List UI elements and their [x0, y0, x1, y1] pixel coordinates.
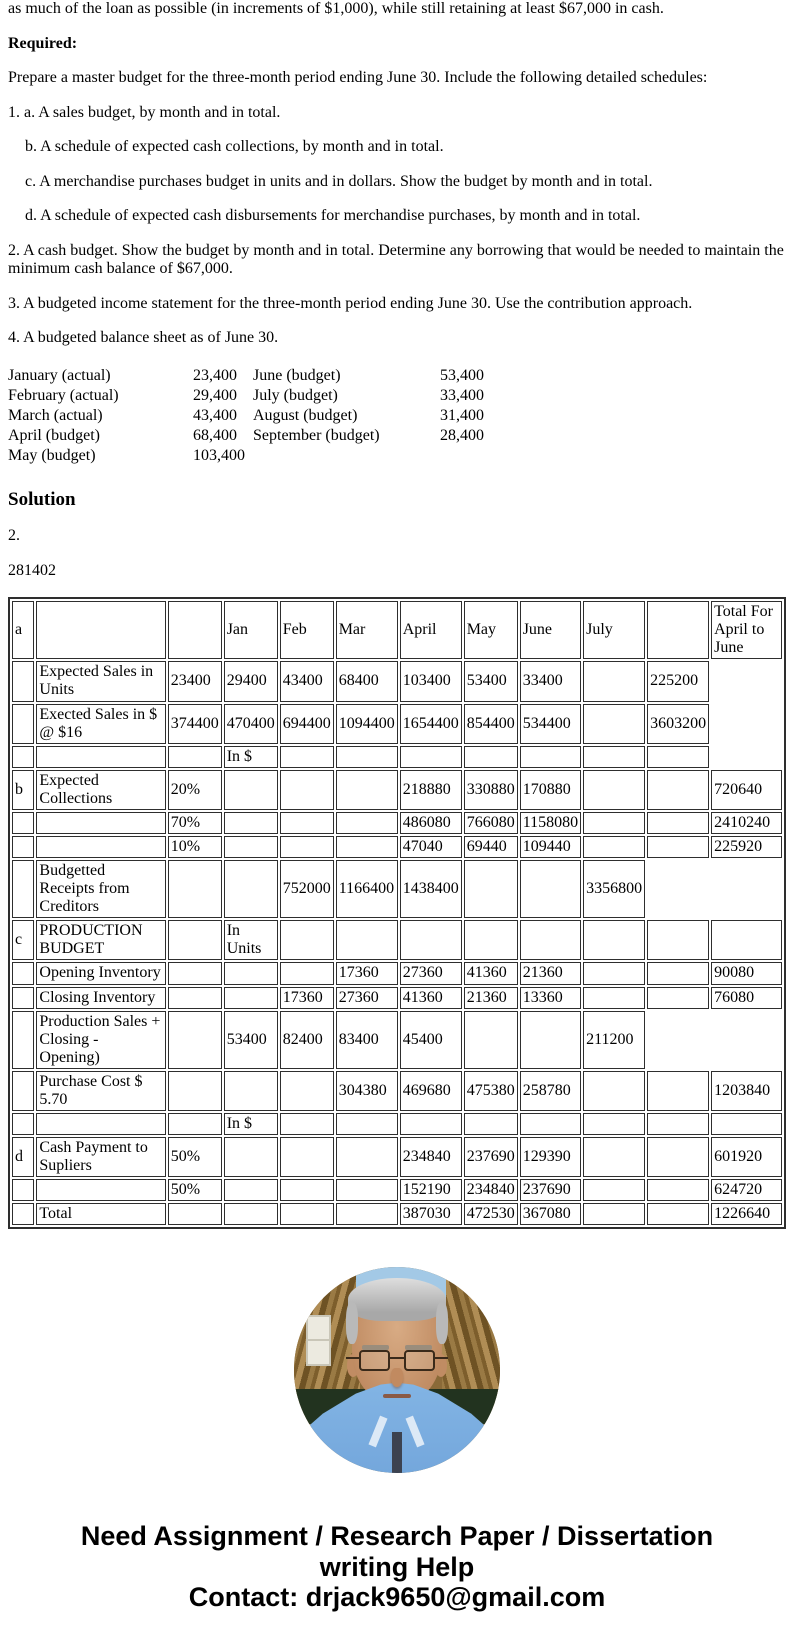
table-cell — [464, 1113, 518, 1135]
table-cell — [224, 962, 278, 984]
table-cell — [647, 601, 709, 659]
table-cell — [647, 920, 709, 960]
table-cell: 237690 — [464, 1137, 518, 1177]
table-cell — [280, 1203, 334, 1225]
table-cell: May — [464, 601, 518, 659]
table-cell: 103,400 — [193, 447, 245, 465]
table-cell — [336, 770, 398, 810]
prepare-paragraph: Prepare a master budget for the three-month period ending June 30. Include the following detailed schedules: — [8, 69, 708, 87]
table-row — [12, 860, 782, 918]
table-cell — [168, 1011, 222, 1069]
table-cell — [36, 601, 165, 659]
photo-glasses-bridge — [389, 1357, 405, 1359]
table-cell — [36, 746, 165, 768]
table-cell — [168, 962, 222, 984]
table-cell: 29,400 — [193, 387, 237, 405]
table-cell — [336, 836, 398, 858]
table-cell — [12, 746, 34, 768]
table-cell: February (actual) — [8, 387, 119, 405]
table-cell — [36, 836, 165, 858]
table-cell — [253, 446, 440, 466]
table-cell: Cash Payment to Supliers — [36, 1137, 165, 1177]
table-cell — [224, 860, 278, 918]
photo-eyebrow-right — [405, 1345, 432, 1350]
table-cell — [647, 1203, 709, 1225]
table-cell — [583, 1179, 645, 1201]
table-row — [12, 987, 782, 1009]
table-cell — [36, 1113, 165, 1135]
table-cell — [280, 1113, 334, 1135]
table-cell: 47040 — [400, 836, 462, 858]
table-cell: 367080 — [520, 1203, 581, 1225]
table-cell — [647, 987, 709, 1009]
table-cell: September (budget) — [253, 427, 380, 445]
table-cell: 82400 — [280, 1011, 334, 1069]
requirement-item-3: 3. A budgeted income statement for the three-month period ending June 30. Use the contribution approach. — [8, 294, 693, 312]
table-cell — [464, 1011, 518, 1069]
table-cell: 20% — [168, 770, 222, 810]
table-cell — [711, 920, 782, 960]
required-heading: Required: — [8, 34, 78, 52]
table-cell: 234840 — [464, 1179, 518, 1201]
table-cell: 70% — [168, 812, 222, 834]
table-cell: 10% — [168, 836, 222, 858]
table-cell: January (actual) — [8, 367, 111, 385]
table-cell — [168, 1203, 222, 1225]
table-cell: Expected Collections — [36, 770, 165, 810]
table-cell: 387030 — [400, 1203, 462, 1225]
table-row — [12, 601, 782, 659]
table-cell: 218880 — [400, 770, 462, 810]
table-cell: 1226640 — [711, 1203, 782, 1225]
table-cell — [12, 860, 34, 918]
sales-history-table — [8, 366, 502, 466]
table-cell — [464, 860, 518, 918]
table-cell — [12, 987, 34, 1009]
table-cell — [280, 920, 334, 960]
requirement-item-1a: 1. a. A sales budget, by month and in total. — [8, 103, 281, 121]
table-cell: 23400 — [168, 661, 222, 701]
table-cell: 45400 — [400, 1011, 462, 1069]
table-cell — [711, 1113, 782, 1135]
table-cell — [583, 770, 645, 810]
table-cell — [36, 812, 165, 834]
photo-glasses-lens-right — [404, 1350, 435, 1372]
budget-table — [8, 597, 786, 1229]
table-cell — [280, 1071, 334, 1111]
table-cell — [12, 704, 34, 744]
photo-tie — [392, 1432, 402, 1473]
table-cell: 330880 — [464, 770, 518, 810]
solution-part-number: 2. — [8, 527, 20, 545]
table-row — [8, 386, 502, 406]
table-cell: 3356800 — [583, 860, 645, 918]
table-cell: 472530 — [464, 1203, 518, 1225]
table-cell: 31,400 — [440, 407, 484, 425]
table-cell: 469680 — [400, 1071, 462, 1111]
table-cell: 2410240 — [711, 812, 782, 834]
table-row — [12, 1179, 782, 1201]
photo-glasses-lens-left — [359, 1350, 390, 1372]
table-cell — [12, 836, 34, 858]
table-row — [12, 836, 782, 858]
table-cell — [464, 920, 518, 960]
table-cell: 1166400 — [336, 860, 398, 918]
table-cell: 33,400 — [440, 387, 484, 405]
table-cell — [36, 1179, 165, 1201]
table-cell: 720640 — [711, 770, 782, 810]
table-cell — [583, 812, 645, 834]
table-cell: 17360 — [280, 987, 334, 1009]
table-cell: 374400 — [168, 704, 222, 744]
table-cell — [12, 1203, 34, 1225]
table-cell — [280, 770, 334, 810]
table-row — [8, 366, 502, 386]
table-cell — [583, 1203, 645, 1225]
table-cell: 211200 — [583, 1011, 645, 1069]
table-cell: June — [520, 601, 581, 659]
table-cell — [224, 1203, 278, 1225]
footer-contact-block — [35, 1521, 759, 1612]
table-cell: 1438400 — [400, 860, 462, 918]
photo-eyebrow-left — [362, 1345, 389, 1350]
table-cell: 475380 — [464, 1071, 518, 1111]
table-cell — [583, 704, 645, 744]
table-cell: c — [12, 920, 34, 960]
table-cell: 50% — [168, 1179, 222, 1201]
table-cell — [224, 1071, 278, 1111]
photo-glasses-temple-right — [434, 1357, 448, 1359]
table-cell: 43400 — [280, 661, 334, 701]
table-cell: 766080 — [464, 812, 518, 834]
photo-hair-side-right — [436, 1302, 448, 1343]
table-cell: 17360 — [336, 962, 398, 984]
table-cell: 109440 — [520, 836, 581, 858]
table-row — [8, 446, 502, 466]
table-cell: Production Sales + Closing - Opening) — [36, 1011, 165, 1069]
table-cell: 1654400 — [400, 704, 462, 744]
table-cell: Purchase Cost $ 5.70 — [36, 1071, 165, 1111]
table-cell: 50% — [168, 1137, 222, 1177]
table-cell — [583, 962, 645, 984]
table-cell — [280, 746, 334, 768]
table-cell — [168, 746, 222, 768]
table-cell — [336, 1203, 398, 1225]
table-cell: 225200 — [647, 661, 709, 701]
table-cell — [168, 920, 222, 960]
table-cell: 1094400 — [336, 704, 398, 744]
table-cell: 129390 — [520, 1137, 581, 1177]
table-cell — [400, 920, 462, 960]
table-row — [8, 426, 502, 446]
table-cell — [647, 1113, 709, 1135]
table-cell — [12, 1179, 34, 1201]
table-cell — [336, 1113, 398, 1135]
solution-code: 281402 — [8, 561, 56, 579]
table-row — [12, 704, 782, 744]
table-cell — [520, 746, 581, 768]
table-cell: 53400 — [464, 661, 518, 701]
table-cell: 13360 — [520, 987, 581, 1009]
table-cell: Opening Inventory — [36, 962, 165, 984]
table-cell — [520, 1113, 581, 1135]
table-cell: 43,400 — [193, 407, 237, 425]
table-cell: In $ — [224, 1113, 278, 1135]
table-cell — [647, 770, 709, 810]
table-cell — [336, 1137, 398, 1177]
requirement-item-1c: c. A merchandise purchases budget in units and in dollars. Show the budget by month and in total. — [25, 172, 653, 190]
table-cell: 53,400 — [440, 367, 484, 385]
table-cell — [224, 987, 278, 1009]
table-row — [12, 770, 782, 810]
table-cell: a — [12, 601, 34, 659]
table-cell — [336, 920, 398, 960]
table-cell — [168, 1071, 222, 1111]
table-cell: 601920 — [711, 1137, 782, 1177]
table-cell — [12, 661, 34, 701]
table-cell — [647, 1137, 709, 1177]
table-cell: 27360 — [336, 987, 398, 1009]
table-cell: 624720 — [711, 1179, 782, 1201]
table-row — [12, 812, 782, 834]
requirement-item-2: 2. A cash budget. Show the budget by month and in total. Determine any borrowing that would be needed to maintain the minimum cash balance of $67,000. — [8, 241, 784, 278]
intro-continuation-paragraph: as much of the loan as possible (in increments of $1,000), while still retaining at least $67,000 in cash. — [8, 0, 664, 17]
table-cell — [520, 1011, 581, 1069]
table-cell: 225920 — [711, 836, 782, 858]
table-cell: Closing Inventory — [36, 987, 165, 1009]
table-cell — [12, 962, 34, 984]
table-cell — [280, 1179, 334, 1201]
table-cell — [12, 1071, 34, 1111]
table-row — [12, 962, 782, 984]
table-cell: b — [12, 770, 34, 810]
table-cell: 234840 — [400, 1137, 462, 1177]
table-cell: 237690 — [520, 1179, 581, 1201]
table-cell — [224, 1137, 278, 1177]
table-cell — [280, 812, 334, 834]
photo-mouth — [383, 1394, 412, 1398]
table-cell: Exected Sales in $ @ $16 — [36, 704, 165, 744]
table-cell: 21360 — [520, 962, 581, 984]
table-cell: 1158080 — [520, 812, 581, 834]
table-cell: 53400 — [224, 1011, 278, 1069]
table-cell: Total For April to June — [711, 601, 782, 659]
table-cell: July — [583, 601, 645, 659]
table-cell: PRODUCTION BUDGET — [36, 920, 165, 960]
table-cell: Expected Sales in Units — [36, 661, 165, 701]
table-cell: 68,400 — [193, 427, 237, 445]
table-cell: 486080 — [400, 812, 462, 834]
table-cell: 152190 — [400, 1179, 462, 1201]
table-cell — [168, 601, 222, 659]
table-row — [12, 1203, 782, 1225]
table-cell — [647, 836, 709, 858]
table-cell: 33400 — [520, 661, 581, 701]
table-cell — [400, 746, 462, 768]
table-cell — [583, 661, 645, 701]
table-cell — [336, 812, 398, 834]
photo-nose — [391, 1368, 403, 1387]
table-cell — [336, 746, 398, 768]
table-cell — [12, 812, 34, 834]
table-cell: 694400 — [280, 704, 334, 744]
table-cell: March (actual) — [8, 407, 103, 425]
table-row — [12, 661, 782, 701]
table-cell: Jan — [224, 601, 278, 659]
table-cell — [647, 812, 709, 834]
table-cell: 170880 — [520, 770, 581, 810]
table-row — [12, 1071, 782, 1111]
table-cell: 68400 — [336, 661, 398, 701]
table-cell: 76080 — [711, 987, 782, 1009]
table-cell: In Units — [224, 920, 278, 960]
table-cell: 854400 — [464, 704, 518, 744]
table-row — [12, 746, 782, 768]
table-cell — [647, 1071, 709, 1111]
table-cell: Budgetted Receipts from Creditors — [36, 860, 165, 918]
table-row — [12, 1137, 782, 1177]
table-cell — [280, 1137, 334, 1177]
table-cell — [583, 987, 645, 1009]
table-cell — [583, 1113, 645, 1135]
table-cell: 1203840 — [711, 1071, 782, 1111]
table-cell: 83400 — [336, 1011, 398, 1069]
table-row — [12, 920, 782, 960]
table-cell — [520, 860, 581, 918]
table-cell: 534400 — [520, 704, 581, 744]
table-cell — [464, 746, 518, 768]
table-cell — [224, 770, 278, 810]
table-cell: 41360 — [400, 987, 462, 1009]
table-cell — [224, 1179, 278, 1201]
table-cell — [280, 836, 334, 858]
table-cell — [583, 1071, 645, 1111]
table-cell: 29400 — [224, 661, 278, 701]
table-cell — [583, 1137, 645, 1177]
table-row — [12, 1113, 782, 1135]
table-cell: 69440 — [464, 836, 518, 858]
photo-glasses-temple-left — [346, 1357, 360, 1359]
table-cell: 90080 — [711, 962, 782, 984]
table-cell — [168, 860, 222, 918]
table-cell: May (budget) — [8, 447, 96, 465]
table-cell: 41360 — [464, 962, 518, 984]
table-cell — [520, 920, 581, 960]
table-cell — [12, 1011, 34, 1069]
requirement-item-4: 4. A budgeted balance sheet as of June 30. — [8, 329, 279, 347]
table-cell — [280, 962, 334, 984]
table-cell: 28,400 — [440, 427, 484, 445]
table-cell: July (budget) — [253, 387, 338, 405]
photo-curtain-right — [442, 1267, 500, 1395]
table-cell: d — [12, 1137, 34, 1177]
table-cell — [224, 836, 278, 858]
table-cell — [583, 920, 645, 960]
table-cell — [400, 1113, 462, 1135]
table-cell: 23,400 — [193, 367, 237, 385]
table-cell: 21360 — [464, 987, 518, 1009]
table-cell: 470400 — [224, 704, 278, 744]
requirement-item-1b: b. A schedule of expected cash collections, by month and in total. — [25, 138, 444, 156]
table-cell: Total — [36, 1203, 165, 1225]
table-cell — [12, 1113, 34, 1135]
table-cell — [647, 746, 709, 768]
table-cell: June (budget) — [253, 367, 341, 385]
table-row — [8, 406, 502, 426]
table-cell: In $ — [224, 746, 278, 768]
table-cell: 752000 — [280, 860, 334, 918]
table-cell: 3603200 — [647, 704, 709, 744]
table-cell: 304380 — [336, 1071, 398, 1111]
table-cell: 103400 — [400, 661, 462, 701]
table-cell: 27360 — [400, 962, 462, 984]
footer-contact-email: Contact: drjack9650@gmail.com — [188, 1581, 606, 1612]
photo-hair — [348, 1278, 447, 1321]
table-cell: Mar — [336, 601, 398, 659]
requirement-item-1d: d. A schedule of expected cash disbursements for merchandise purchases, by month and in total. — [25, 207, 641, 225]
photo-hair-side-left — [346, 1302, 358, 1343]
photo-window-bar — [306, 1339, 331, 1341]
table-cell: April — [400, 601, 462, 659]
table-cell — [168, 987, 222, 1009]
table-cell — [583, 746, 645, 768]
table-cell — [224, 812, 278, 834]
table-cell: Feb — [280, 601, 334, 659]
table-cell — [583, 836, 645, 858]
solution-heading: Solution — [8, 489, 76, 511]
table-cell — [336, 1179, 398, 1201]
table-cell: April (budget) — [8, 427, 100, 445]
profile-photo — [294, 1267, 500, 1473]
table-cell — [168, 1113, 222, 1135]
table-cell: August (budget) — [253, 407, 358, 425]
table-cell — [647, 962, 709, 984]
footer-headline: Need Assignment / Research Paper / Dissertation writing Help — [80, 1521, 714, 1582]
table-cell — [647, 1179, 709, 1201]
table-cell: 258780 — [520, 1071, 581, 1111]
table-cell — [440, 446, 502, 466]
table-row — [12, 1011, 782, 1069]
